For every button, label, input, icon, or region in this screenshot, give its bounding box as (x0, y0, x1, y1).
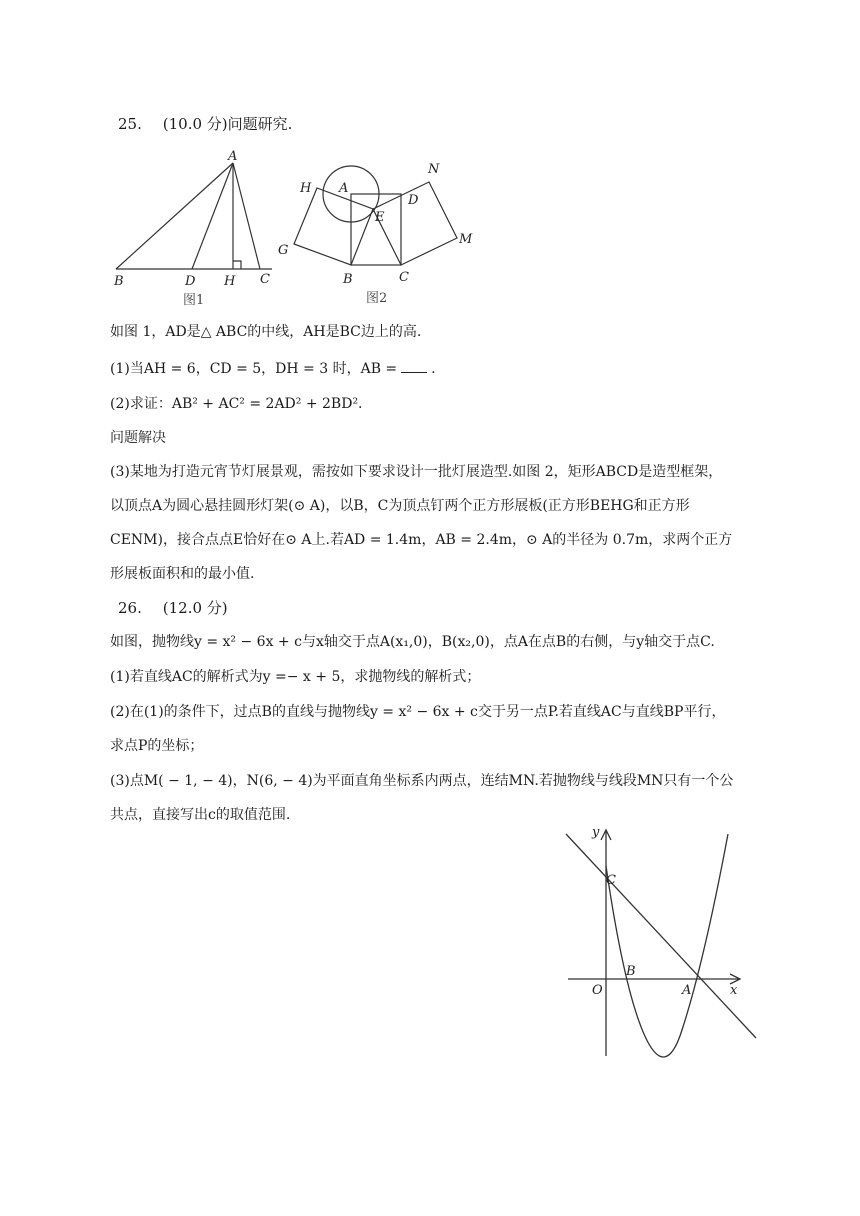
q25-part1-text: (1)当AH = 6，CD = 5，DH = 3 时，AB = (110, 361, 398, 377)
q25-section-title: 问题解决 (110, 430, 166, 446)
q26-line-2: (1)若直线AC的解析式为y =− x + 5，求抛物线的解析式； (110, 669, 481, 685)
fig1-label-c: C (260, 272, 270, 287)
graph-label-o: O (592, 983, 603, 998)
figure-1 (108, 148, 288, 310)
q25-part1 (110, 359, 436, 379)
fig2-label-a: A (339, 181, 349, 196)
fig2-label-n: N (428, 162, 440, 177)
fig2-label-g: G (278, 243, 289, 258)
q26-number: 26. (118, 599, 142, 617)
q26-score: (12.0 分) (162, 599, 228, 617)
fig2-label-b: B (343, 272, 353, 287)
q25-part1-end: . (431, 361, 436, 377)
fig2-label-c: C (399, 270, 409, 285)
parabola-graph (560, 820, 760, 1060)
q25-part3-line-4: 形展板面积和的最小值. (110, 566, 255, 582)
q26-line-5: (3)点M( − 1, − 4)，N(6, − 4)为平面直角坐标系内两点，连结MN.若抛物线与线段MN只有一个公 (110, 773, 734, 789)
answer-blank (401, 359, 427, 373)
fig2-label-e: E (375, 210, 385, 225)
graph-label-c: C (606, 873, 616, 888)
q25-part2: (2)求证：AB² + AC² = 2AD² + 2BD². (110, 396, 363, 412)
q26-heading (118, 597, 228, 618)
fig2-label-h: H (300, 181, 312, 196)
fig1-label-d: D (185, 274, 196, 289)
q25-score: (10.0 分)问题研究. (162, 115, 293, 133)
fig2-label-m: M (459, 232, 473, 247)
fig2-label-d: D (408, 193, 419, 208)
q25-part3-line-2: 以顶点A为圆心悬挂圆形灯架(⊙ A)，以B，C为顶点钉两个正方形展板(正方形BEHG和正方形 (110, 498, 690, 514)
fig2-caption: 图2 (366, 291, 388, 306)
graph-label-b: B (626, 964, 636, 979)
fig1-label-h: H (224, 274, 236, 289)
q25-number: 25. (118, 115, 142, 133)
q26-line-6: 共点，直接写出c的取值范围. (110, 807, 291, 823)
q26-line-4: 求点P的坐标； (110, 738, 204, 754)
fig1-label-a: A (228, 149, 238, 164)
graph-label-y: y (592, 825, 600, 840)
q26-line-3: (2)在(1)的条件下，过点B的直线与抛物线y = x² − 6x + c交于另一点P.若直线AC与直线BP平行， (110, 704, 726, 720)
graph-label-a: A (682, 983, 692, 998)
q25-heading (118, 113, 292, 134)
fig1-label-b: B (114, 274, 124, 289)
graph-label-x: x (730, 983, 738, 998)
q25-intro: 如图 1，AD是△ ABC的中线，AH是BC边上的高. (110, 324, 422, 340)
q26-line-1: 如图，抛物线y = x² − 6x + c与x轴交于点A(x₁,0)，B(x₂,0)，点A在点B的右侧，与y轴交于点C. (110, 634, 715, 650)
figure-2 (272, 150, 482, 312)
fig1-caption: 图1 (183, 293, 205, 308)
q25-part3-line-1: (3)某地为打造元宵节灯展景观，需按如下要求设计一批灯展造型.如图 2，矩形ABCD是造型框架， (110, 464, 723, 480)
q25-part3-line-3: CENM)，接合点点E恰好在⊙ A上.若AD = 1.4m，AB = 2.4m，⊙ A的半径为 0.7m，求两个正方 (110, 532, 733, 548)
